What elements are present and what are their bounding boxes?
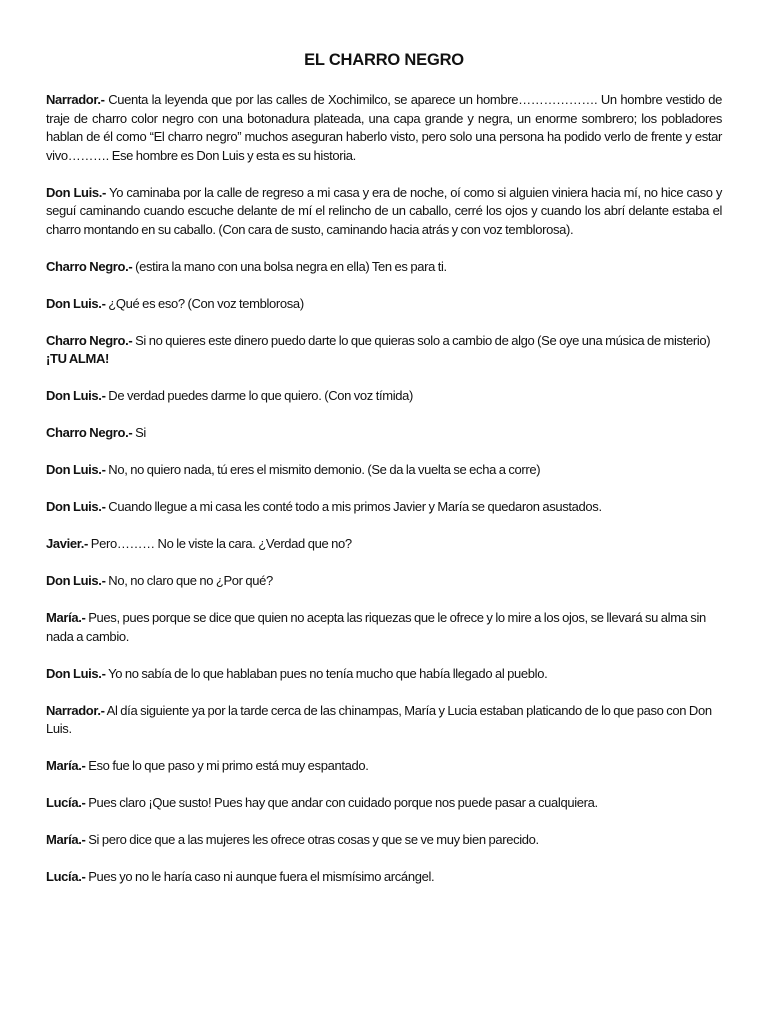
dialogue-text: Cuando llegue a mi casa les conté todo a mis primos Javier y María se quedaron asustados. (105, 499, 602, 514)
speaker-name: Lucía.- (46, 869, 86, 884)
dialogue-text: Eso fue lo que paso y mi primo está muy espantado. (85, 758, 369, 773)
speaker-name: María.- (46, 758, 86, 773)
speaker-name: Don Luis.- (46, 462, 106, 477)
dialogue-text: Pues yo no le haría caso ni aunque fuera el mismísimo arcángel. (85, 869, 435, 884)
speaker-name: María.- (46, 610, 86, 625)
dialogue-text: Al día siguiente ya por la tarde cerca de las chinampas, María y Lucia estaban platicando de lo que paso con Don Luis. (46, 702, 712, 736)
dialogue-text: Pues claro ¡Que susto! Pues hay que andar con cuidado porque nos puede pasar a cualquiera. (85, 795, 598, 810)
speaker-name: Don Luis.- (46, 665, 106, 681)
dialogue-paragraph (46, 609, 722, 646)
dialogue-text: (estira la mano con una bolsa negra en ella) Ten es para ti. (132, 258, 447, 274)
speaker-name: Don Luis.- (46, 573, 106, 588)
dialogue-paragraph (46, 794, 722, 813)
dialogue-text: Pues, pues porque se dice que quien no acepta las riquezas que le ofrece y lo mire a los ojos, se llevará su alma sin nada a cambio. (46, 610, 706, 644)
dialogue-paragraph (46, 424, 722, 443)
dialogue-paragraph (46, 498, 722, 517)
dialogue-paragraph (46, 572, 722, 591)
dialogue-text: No, no claro que no ¿Por qué? (105, 573, 273, 588)
dialogue-paragraph (46, 258, 722, 277)
dialogue-paragraph (46, 831, 722, 850)
speaker-name: Don Luis.- (46, 184, 107, 200)
speaker-name: Javier.- (46, 536, 89, 551)
speaker-name: Don Luis.- (46, 499, 106, 514)
speaker-name: Don Luis.- (46, 295, 106, 311)
dialogue-text: ¿Qué es eso? (Con voz temblorosa) (105, 295, 304, 311)
dialogue-paragraph (46, 332, 722, 369)
speaker-name: Charro Negro.- (46, 332, 133, 348)
dialogue-text: Pero……… No le viste la cara. ¿Verdad que no? (88, 536, 352, 551)
dialogue-text: Yo caminaba por la calle de regreso a mi casa y era de noche, oí como si alguien viniera hacia mí, no hice caso y seguí caminando cuando escuche delante de mí el relincho de un caballo, cerré los ojos y cuando los abrí delante estaba el charro montando en su caballo. (Con cara de susto, caminando hacia atrás y con voz temblorosa). (46, 184, 723, 237)
dialogue-text: De verdad puedes darme lo que quiero. (Con voz tímida) (105, 388, 413, 403)
speaker-name: Narrador.- (46, 92, 105, 107)
dialogue-paragraph (46, 461, 722, 480)
script-body (46, 91, 722, 905)
dialogue-paragraph (46, 535, 722, 554)
dialogue-paragraph (46, 757, 722, 776)
speaker-name: Lucía.- (46, 795, 86, 810)
dialogue-text: Si (132, 425, 146, 440)
dialogue-emphasis: ¡TU ALMA! (46, 351, 110, 366)
dialogue-text: Cuenta la leyenda que por las calles de Xochimilco, se aparece un hombre………………. Un hombre vestido de traje de charro color negro con una botonadura plateada, una capa grande y negra, un enorme sombrero; los pobladores hablan de él como “El charro negro” muchos aseguran haberlo visto, pero solo una persona ha podido verlo de frente y estar vivo………. Ese hombre es Don Luis y esta es su historia. (46, 92, 722, 163)
dialogue-paragraph (46, 295, 722, 314)
speaker-name: María.- (46, 832, 86, 847)
document-title: EL CHARRO NEGRO (304, 51, 464, 69)
dialogue-paragraph (46, 665, 722, 684)
speaker-name: Charro Negro.- (46, 258, 133, 274)
dialogue-paragraph (46, 387, 722, 406)
dialogue-text: No, no quiero nada, tú eres el mismito demonio. (Se da la vuelta se echa a corre) (105, 462, 541, 477)
speaker-name: Narrador.- (46, 702, 105, 718)
speaker-name: Don Luis.- (46, 388, 106, 403)
dialogue-text: Si pero dice que a las mujeres les ofrece otras cosas y que se ve muy bien parecido. (85, 832, 539, 847)
dialogue-paragraph (46, 868, 722, 887)
dialogue-paragraph (46, 91, 722, 165)
dialogue-paragraph (46, 184, 722, 240)
dialogue-text: Yo no sabía de lo que hablaban pues no tenía mucho que había llegado al pueblo. (105, 665, 548, 681)
dialogue-paragraph (46, 702, 722, 739)
speaker-name: Charro Negro.- (46, 425, 133, 440)
dialogue-text: Si no quieres este dinero puedo darte lo que quieras solo a cambio de algo (Se oye una música de misterio) (132, 332, 711, 348)
